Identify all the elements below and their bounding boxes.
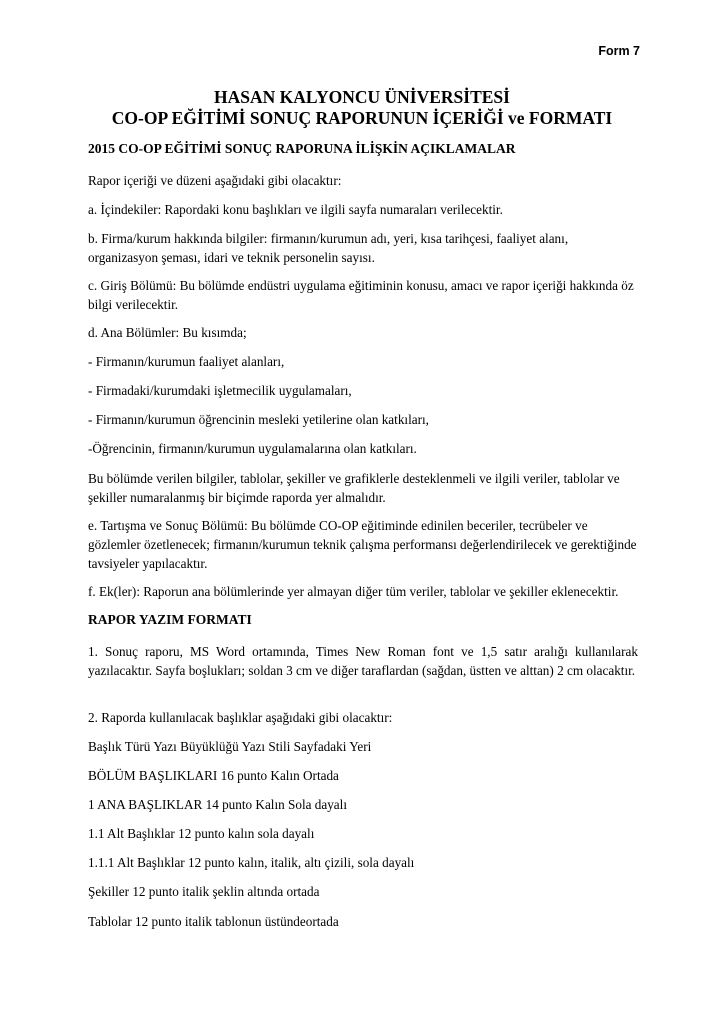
- paragraph-format-rules: 1. Sonuç raporu, MS Word ortamında, Times New Roman font ve 1,5 satır aralığı kullanılarak yazılacaktır. Sayfa boşlukları; soldan 3 cm ve diğer taraflardan (sağdan, üstten ve alttan) 2 cm olacaktır.: [88, 644, 638, 678]
- paragraph-supporting-data: Bu bölümde verilen bilgiler, tablolar, şekiller ve grafiklerle desteklenmeli ve ilgili veriler, tablolar ve şekiller numaralanmış bir biçimde raporda yer almalıdır.: [88, 471, 620, 505]
- paragraph-company-info: b. Firma/kurum hakkında bilgiler: firmanın/kurumun adı, yeri, kısa tarihçesi, faaliyet alanı, organizasyon şeması, idari ve teknik personelin sayısı.: [88, 231, 569, 265]
- paragraph-contents: a. İçindekiler: Rapordaki konu başlıkları ve ilgili sayfa numaraları verilecektir.: [88, 202, 503, 217]
- heading-spec-row: Şekiller 12 punto italik şeklin altında ortada: [88, 884, 320, 899]
- list-item: -Öğrencinin, firmanın/kurumun uygulamalarına olan katkıları.: [88, 441, 417, 456]
- paragraph-appendices: f. Ek(ler): Raporun ana bölümlerinde yer almayan diğer tüm veriler, tablolar ve şekiller eklenecektir.: [88, 584, 619, 599]
- document-title-report: CO-OP EĞİTİMİ SONUÇ RAPORUNUN İÇERİĞİ ve FORMATI: [111, 108, 613, 128]
- list-item: - Firmanın/kurumun öğrencinin mesleki yetilerine olan katkıları,: [88, 412, 429, 427]
- heading-spec-row: 1 ANA BAŞLIKLAR 14 punto Kalın Sola dayalı: [88, 797, 347, 812]
- form-number-label: Form 7: [598, 44, 640, 58]
- heading-spec-row: 1.1 Alt Başlıklar 12 punto kalın sola dayalı: [88, 826, 315, 841]
- paragraph-introduction-section: c. Giriş Bölümü: Bu bölümde endüstri uygulama eğitiminin konusu, amacı ve rapor içeriği hakkında öz bilgi verilecektir.: [88, 278, 634, 312]
- section-heading-explanations: 2015 CO-OP EĞİTİMİ SONUÇ RAPORUNA İLİŞKİN AÇIKLAMALAR: [88, 141, 516, 156]
- heading-spec-row: BÖLÜM BAŞLIKLARI 16 punto Kalın Ortada: [88, 768, 339, 783]
- paragraph-main-sections: d. Ana Bölümler: Bu kısımda;: [88, 325, 247, 340]
- paragraph-headings-intro: 2. Raporda kullanılacak başlıklar aşağıdaki gibi olacaktır:: [88, 710, 393, 725]
- heading-spec-row: 1.1.1 Alt Başlıklar 12 punto kalın, italik, altı çizili, sola dayalı: [88, 855, 415, 870]
- heading-spec-header: Başlık Türü Yazı Büyüklüğü Yazı Stili Sayfadaki Yeri: [88, 739, 372, 754]
- paragraph-discussion-conclusion: e. Tartışma ve Sonuç Bölümü: Bu bölümde CO-OP eğitiminde edinilen beceriler, tecrübeler ve gözlemler özetlenecek; firmanın/kurumun teknik çalışma performansı değerlendirilecek ve gerektiğinde tavsiyeler yapılacaktır.: [88, 518, 637, 571]
- heading-spec-row: Tablolar 12 punto italik tablonun üstündeortada: [88, 914, 339, 929]
- list-item: - Firmanın/kurumun faaliyet alanları,: [88, 354, 285, 369]
- section-heading-format: RAPOR YAZIM FORMATI: [88, 612, 252, 627]
- document-title-university: HASAN KALYONCU ÜNİVERSİTESİ: [214, 87, 510, 107]
- paragraph-intro: Rapor içeriği ve düzeni aşağıdaki gibi olacaktır:: [88, 173, 342, 188]
- list-item: - Firmadaki/kurumdaki işletmecilik uygulamaları,: [88, 383, 352, 398]
